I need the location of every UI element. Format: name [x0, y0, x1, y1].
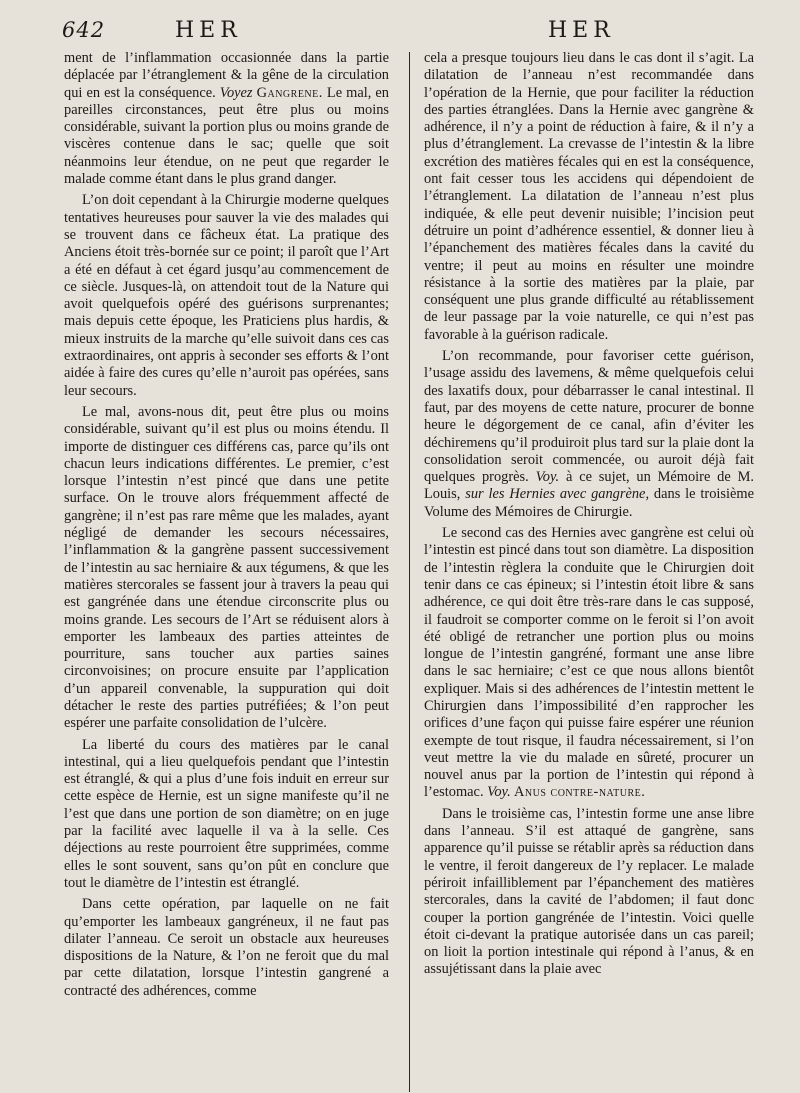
column-rule [409, 52, 410, 1092]
paragraph: L’on recommande, pour favoriser cette guérison, l’usage assidu des lavemens, & même quelquefois celui des laxatifs doux, pour débarrasser le canal intestinal. Il faut, par des moyens de cette nature, procurer de bonne heure le dégorgement de ce canal, afin d’éviter les déchiremens qu’il produiroit plus tard sur la plaie dont la consolidation seroit commencée, ou auroit déjà fait quelques progrès. Voy. à ce sujet, un Mémoire de M. Louis, sur les Hernies avec gangrène, dans le troisième Volume des Mémoires de Chirurgie. [424, 348, 754, 520]
left-running-head: HER [175, 18, 242, 43]
paragraph: La liberté du cours des matières par le canal intestinal, qui a lieu quelquefois pendant que l’intestin est étranglé, & qui a plus d’une fois induit en erreur sur cette espèce de Hernie, est un signe manifeste qu’il ne l’est que dans une portion de son diamètre; on en juge par la facilité avec laquelle il va à la selle. Ces déjections au reste pourroient être supprimées, comme elles le sont souvent, sans qu’on pût en conclure que tout le diamètre de l’intestin est étranglé. [64, 736, 389, 891]
right-column [424, 50, 754, 983]
paragraph: Dans le troisième cas, l’intestin forme une anse libre dans l’anneau. S’il est attaqué de gangrène, sans apparence qu’il puisse se rétablir après sa réduction dans le ventre, il feroit dangereux de l’y replacer. Le malade périroit infailliblement par l’épanchement des matières stercorales, dans la cavité de l’abdomen; il faut donc couper la portion gangrénée de l’intestin. Voici quelle étoit ci-devant la pratique autorisée dans un cas pareil; on lioit la portion intestinale qui répond à l’anus, & en assujétissant dans la plaie avec [424, 805, 754, 978]
paragraph: Le mal, avons-nous dit, peut être plus ou moins considérable, suivant qu’il est plus ou moins étendu. Il importe de distinguer ces différens cas, parce qu’ils ont chacun leurs indications différentes. Le premier, c’est lorsque l’intestin n’est pincé que dans une petite surface. On le trouve alors fréquemment affecté de gangrène; il n’est pas rare même que les malades, ayant négligé de demander les secours nécessaires, l’inflammation & la gangrène passent successivement de l’intestin au sac herniaire & aux tégumens, & que les matières stercorales se fassent jour à travers la peau qui est gangrénée dans une étendue circonscrite plus ou moins grande. Les secours de l’Art se réduisent alors à emporter les lambeaux des parties atteintes de pourriture, sans toucher aux parties saines circonvoisines; on procure ensuite par l’application d’un appareil convenable, la suppuration qui doit détacher le reste des parties putréfiées; & l’on peut espérer une parfaite consolidation de l’ulcère. [64, 403, 389, 732]
left-column [64, 50, 389, 1004]
paragraph: Le second cas des Hernies avec gangrène est celui où l’intestin est pincé dans tout son diamètre. La disposition de l’intestin règlera la conduite que le Chirurgien doit tenir dans ce cas épineux; si l’intestin étoit libre & sans adhérence, ce qui doit être très-rare dans le cas supposé, il faudroit se comporter comme on le feroit si l’on avoit été obligé de retrancher une portion plus ou moins longue de l’intestin gangréné, formant une anse libre dans le sac herniaire; c’est ce que nous allons bientôt expliquer. Mais si des adhérences de l’intestin mettent le Chirurgien dans l’impossibilité d’en rapprocher les orifices d’une façon qui puisse faire espérer une réunion exempte de tout risque, il faudra nécessairement, si l’on veut mettre la vie du malade en sûreté, procurer un nouvel anus par la portion de l’intestin qui répond à l’estomac. Voy. Anus contre-nature. [424, 525, 754, 801]
paragraph: L’on doit cependant à la Chirurgie moderne quelques tentatives heureuses pour sauver la vie des malades qui se trouvent dans ce fâcheux état. La pratique des Anciens étoit très-bornée sur ce point; il paroît que l’Art a été en défaut à cet égard jusqu’au commencement de ce siècle. Jusques-là, on attendoit tout de la Nature qui avoit quelquefois opéré des guérisons surprenantes; mais depuis cette époque, les Praticiens plus hardis, & mieux instruits de la marche qu’elle suivoit dans ces cas extraordinaires, ont appris à seconder ses efforts & l’ont aidée à faire des cures qu’elle n’auroit pas opérées, sans leur secours. [64, 192, 389, 399]
paragraph: Dans cette opération, par laquelle on ne fait qu’emporter les lambeaux gangréneux, il ne faut pas dilater l’anneau. Ce seroit un obstacle aux heureuses dispositions de la Nature, & l’on ne feroit que du mal par cette dilatation, lorsque l’intestin gangrené a contracté des adhérences, comme [64, 896, 389, 999]
page-number: 642 [62, 18, 106, 42]
running-header [0, 14, 800, 48]
paragraph: cela a presque toujours lieu dans le cas dont il s’agit. La dilatation de l’anneau n’est recommandée dans l’opération de la Hernie, que pour faciliter la réduction des parties étranglées. Dans la Hernie avec gangrène & adhérence, il n’y a point de réduction à faire, & il n’y a plus d’étranglement. La crevasse de l’intestin & la libre excrétion des matières fécales qui en est la conséquence, ont fait cesser tous les accidens qui dépendoient de l’étranglement. La dilatation de l’anneau n’est plus indiquée, & elle peut devenir nuisible; l’incision peut détruire un point d’adhérence essentiel, & donner lieu à l’épanchement des matières fécales dans la cavité du ventre; il peut au moins en résulter une moindre résistance à la sortie des matières par la plaie, par conséquent une plus grande difficulté au rétablissement de leur passage par la voie naturelle, ce qui n’est pas favorable à la guérison radicale. [424, 50, 754, 343]
paragraph: ment de l’inflammation occasionnée dans la partie déplacée par l’étranglement & la gêne de la circulation qui en est la conséquence. Voyez Gangrene. Le mal, en pareilles circonstances, peut être plus ou moins considérable, suivant la portion plus ou moins grande de viscères contenue dans le sac; quelle que soit néanmoins leur étendue, on ne peut que regarder le malade comme étant dans le plus grand danger. [64, 50, 389, 188]
right-running-head: HER [548, 18, 615, 43]
